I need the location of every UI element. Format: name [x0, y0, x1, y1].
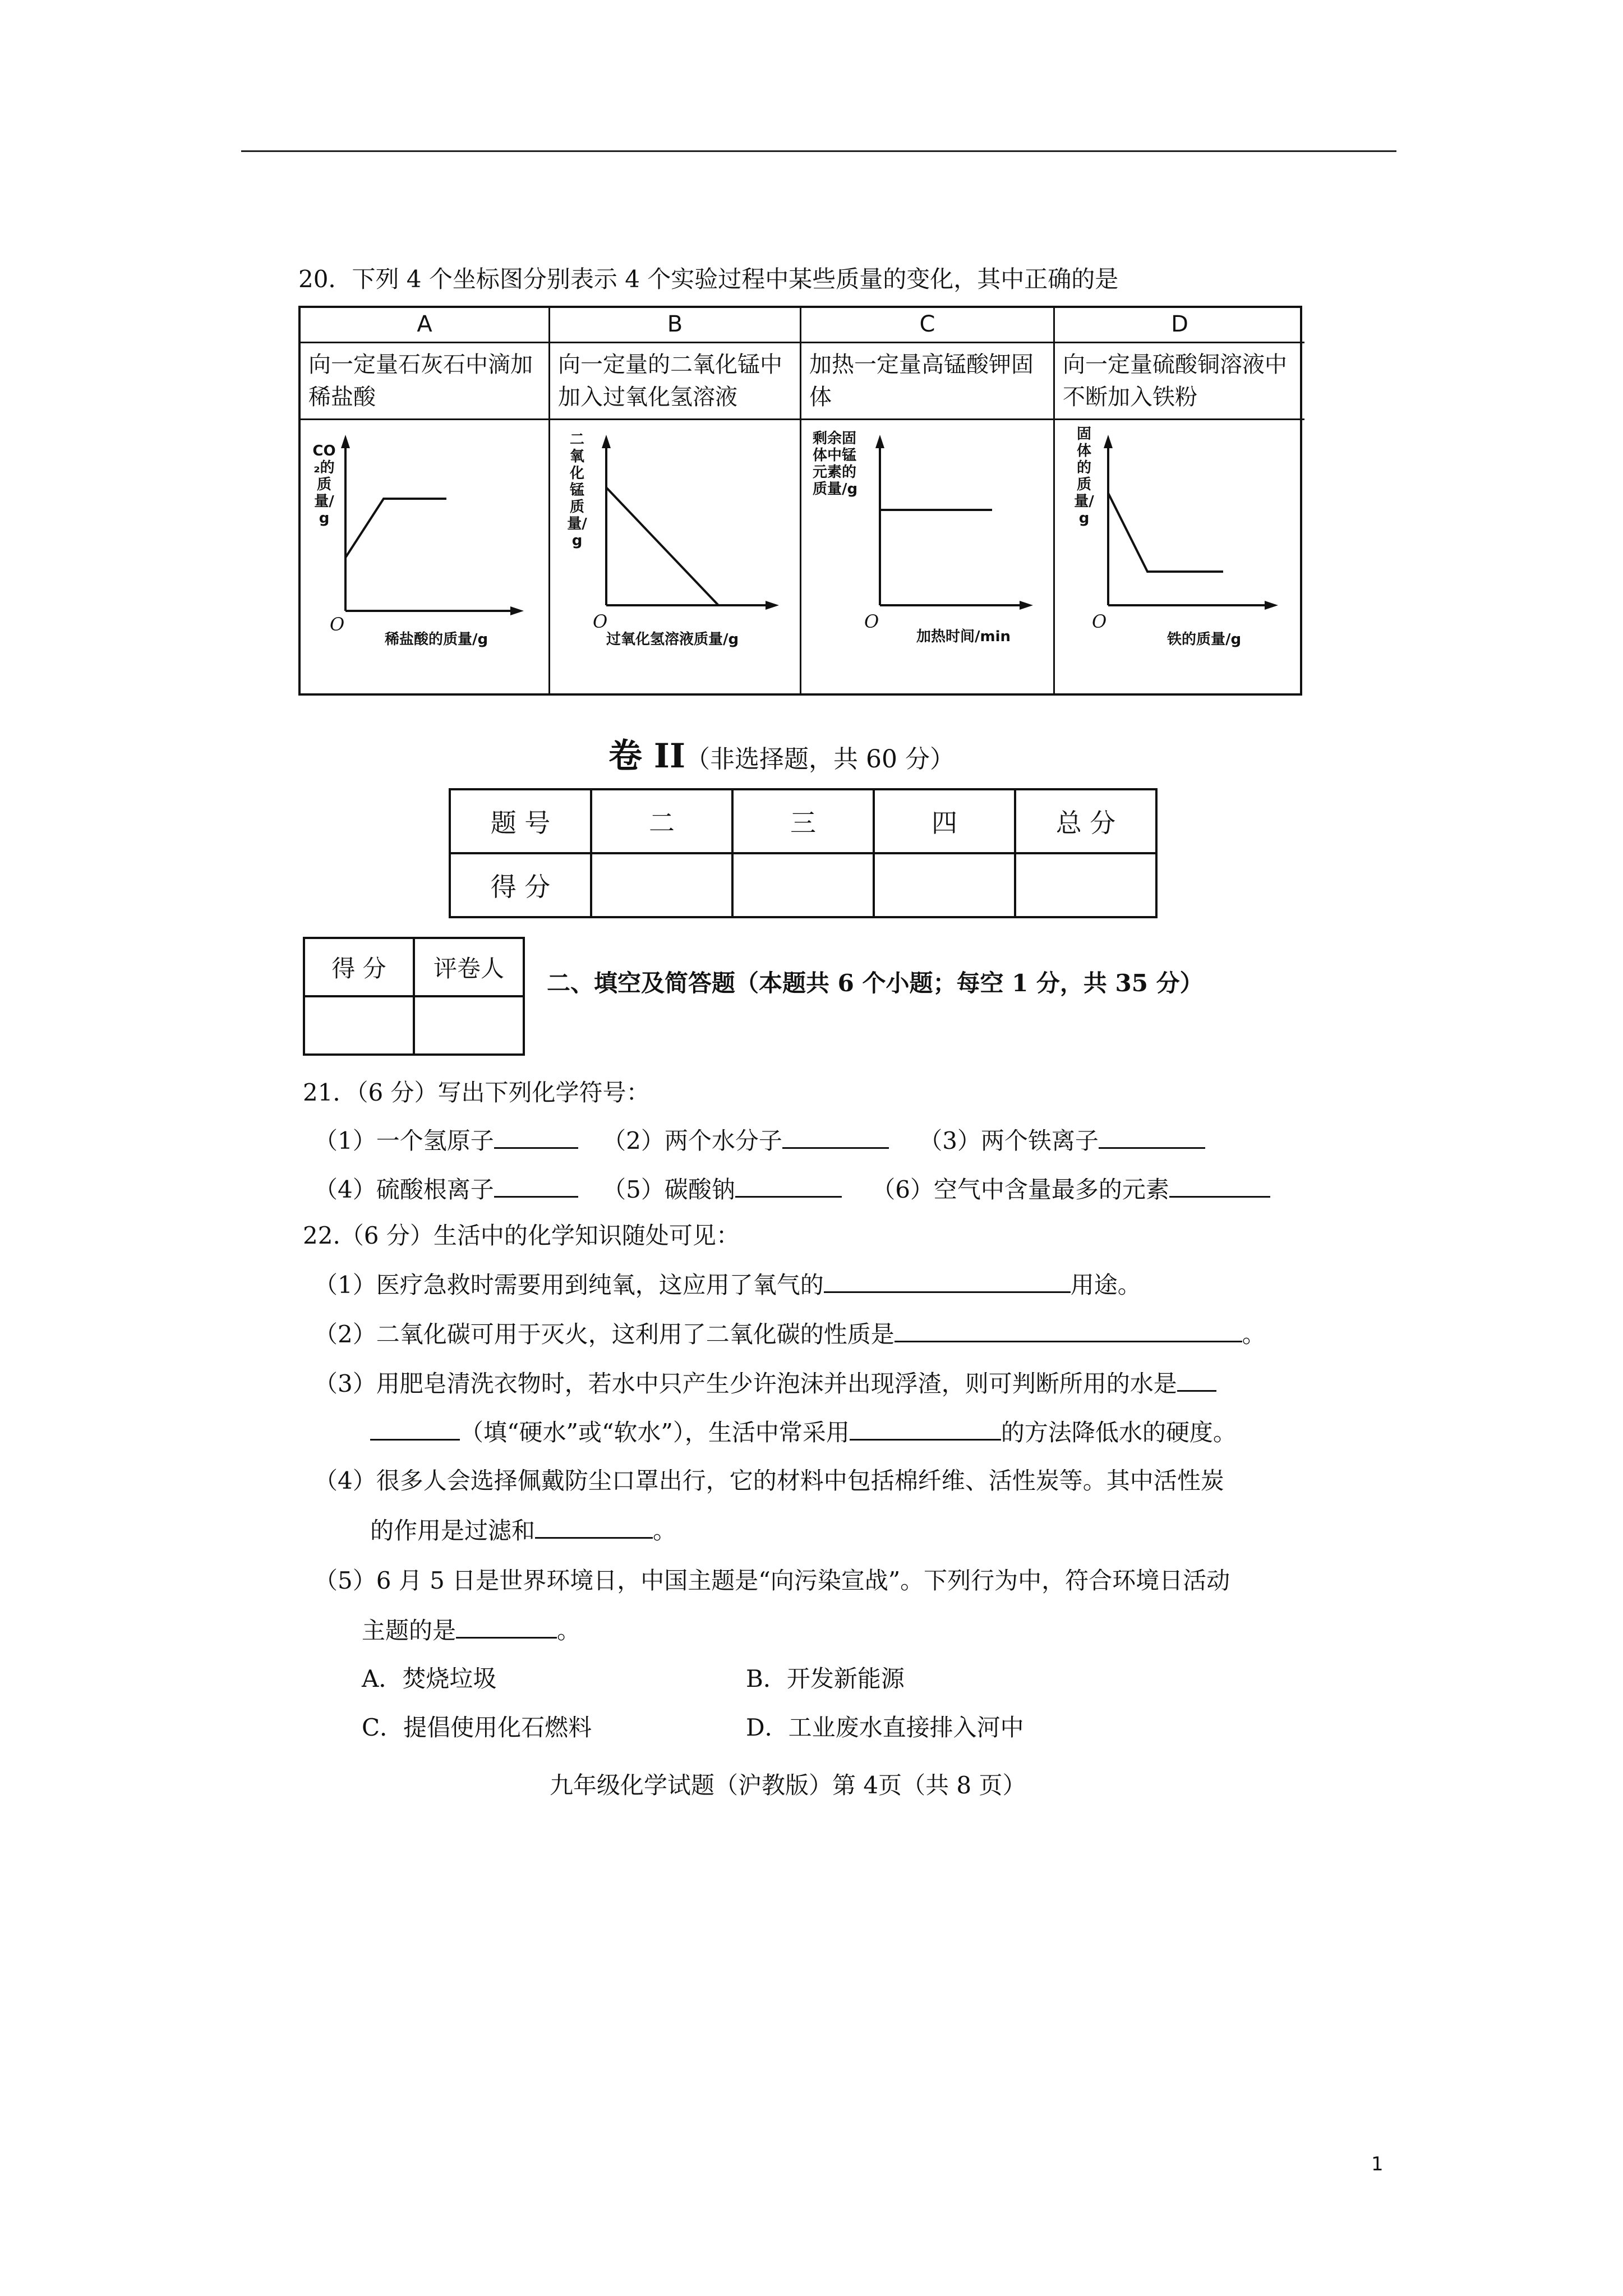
- q22-text: 主题的是: [362, 1617, 457, 1644]
- score-row-label: 得 分: [450, 853, 591, 917]
- q22-text: 的作用是过滤和: [370, 1517, 536, 1544]
- answer-blank: [1177, 1368, 1216, 1392]
- q22-text: （1）医疗急救时需要用到纯氧，这应用了氧气的: [314, 1271, 824, 1299]
- q22-line5: [314, 1565, 1230, 1596]
- q21-item: （4）硫酸根离子: [314, 1176, 494, 1203]
- graph-b: [550, 420, 800, 698]
- grader-score-cell: [304, 996, 414, 1055]
- q22-line4b: [370, 1515, 676, 1547]
- grader-table: [303, 937, 525, 1056]
- option-desc: 向一定量石灰石中滴加稀盐酸: [301, 342, 548, 420]
- graph-a: [301, 420, 548, 698]
- score-cell: [1015, 853, 1156, 917]
- x-axis-label: 加热时间/min: [916, 628, 1011, 645]
- answer-blank: [456, 1614, 557, 1639]
- q22-option-b: B．开发新能源: [746, 1665, 905, 1692]
- graph-c: [801, 420, 1053, 698]
- q21-item: （1）一个氢原子: [314, 1127, 494, 1154]
- q22-text: （填“硬水”或“软水”），生活中常采用: [460, 1419, 850, 1446]
- score-table-header-row: [450, 789, 1156, 853]
- option-label: D: [1055, 308, 1304, 343]
- answer-blank: [895, 1318, 1242, 1342]
- q20-option-d: [1055, 308, 1304, 693]
- section2-title: 二、填空及简答题（本题共 6 个小题；每空 1 分，共 35 分）: [547, 969, 1204, 997]
- q22-option-d: D．工业废水直接排入河中: [746, 1714, 1024, 1741]
- q22-text: 用途。: [1070, 1271, 1141, 1299]
- header-rule: [241, 150, 1396, 152]
- score-cell: [591, 853, 732, 917]
- answer-blank: [824, 1269, 1071, 1293]
- part2-title-sub: （非选择题，共 60 分）: [685, 745, 955, 774]
- grader-score-label: 得 分: [304, 938, 414, 996]
- option-label: A: [301, 308, 548, 343]
- q21-item: （6）空气中含量最多的元素: [872, 1176, 1169, 1203]
- score-table-score-row: [450, 853, 1156, 917]
- q20-option-c: [801, 308, 1055, 693]
- option-desc: 加热一定量高锰酸钾固体: [801, 342, 1053, 420]
- q21-stem: 21．（6 分）写出下列化学符号：: [303, 1079, 650, 1106]
- graph-d: [1055, 420, 1304, 698]
- part2-title: [608, 729, 955, 777]
- graph-a-svg: [301, 420, 550, 698]
- q22-text: 。: [1242, 1320, 1266, 1348]
- score-header-cell: 三: [732, 789, 874, 853]
- y-arrow: [1104, 435, 1113, 448]
- answer-blank: [1169, 1174, 1270, 1198]
- score-header-cell: 二: [591, 789, 732, 853]
- q22-line3b: [370, 1416, 1237, 1448]
- q20-table: [298, 306, 1302, 696]
- y-axis-label: 剩余固体中锰元素的质量/g: [813, 430, 858, 498]
- score-table: [449, 788, 1158, 918]
- q22-line2: [314, 1318, 1266, 1350]
- q21-item: （3）两个铁离子: [919, 1127, 1099, 1154]
- page-number: 1: [1371, 2153, 1384, 2175]
- q22-line4: [314, 1465, 1224, 1497]
- q22-text: （4）很多人会选择佩戴防尘口罩出行，它的材料中包括棉纤维、活性炭等。其中活性炭: [314, 1467, 1224, 1494]
- x-arrow: [1265, 601, 1278, 610]
- q22-line5b: [362, 1614, 580, 1646]
- q21-item: （5）碳酸钠: [602, 1176, 735, 1203]
- q20-option-a: [301, 308, 550, 693]
- answer-blank: [782, 1125, 889, 1149]
- answer-blank: [494, 1125, 578, 1149]
- q22-text: 。: [653, 1517, 677, 1544]
- score-header-cell: 总 分: [1015, 789, 1156, 853]
- x-arrow: [1020, 601, 1033, 610]
- answer-blank: [494, 1174, 578, 1198]
- option-desc: 向一定量硫酸铜溶液中不断加入铁粉: [1055, 342, 1304, 420]
- answer-blank: [850, 1416, 1001, 1441]
- y-arrow: [341, 435, 350, 448]
- q21-row2: [314, 1174, 1270, 1205]
- score-header-cell: 题 号: [450, 789, 591, 853]
- q22-text: 。: [557, 1617, 581, 1644]
- origin-label: O: [864, 611, 879, 632]
- grader-name-label: 评卷人: [414, 938, 524, 996]
- q22-text: （5）6 月 5 日是世界环境日，中国主题是“向污染宣战”。下列行为中，符合环境日活动: [314, 1567, 1230, 1594]
- x-axis-label: 过氧化氢溶液质量/g: [606, 631, 739, 648]
- q20-option-b: [550, 308, 801, 693]
- q22-stem: 22.（6 分）生活中的化学知识随处可见：: [303, 1222, 740, 1249]
- x-arrow: [510, 606, 524, 615]
- q22-line3: [314, 1368, 1216, 1400]
- x-arrow: [766, 601, 779, 610]
- curve-d: [1108, 493, 1223, 572]
- q22-line1: [314, 1269, 1141, 1301]
- option-label: B: [550, 308, 800, 343]
- answer-blank: [1099, 1125, 1205, 1149]
- answer-blank: [735, 1174, 842, 1198]
- y-arrow: [875, 435, 884, 448]
- page-footer: 九年级化学试题（沪教版）第 4页（共 8 页）: [550, 1772, 1026, 1799]
- option-label: C: [801, 308, 1053, 343]
- q22-text: 的方法降低水的硬度。: [1000, 1419, 1237, 1446]
- curve-a: [345, 499, 446, 558]
- answer-blank: [535, 1515, 653, 1539]
- option-desc: 向一定量的二氧化锰中加入过氧化氢溶液: [550, 342, 800, 420]
- x-axis-label: 稀盐酸的质量/g: [385, 631, 488, 648]
- x-axis-label: 铁的质量/g: [1167, 631, 1242, 648]
- origin-label: O: [1092, 611, 1107, 632]
- q20-stem: 20．下列 4 个坐标图分别表示 4 个实验过程中某些质量的变化，其中正确的是: [298, 265, 1119, 293]
- y-axis-label: 固体的质量/g: [1074, 426, 1094, 527]
- origin-label: O: [593, 611, 608, 632]
- score-cell: [874, 853, 1015, 917]
- y-axis-label: 二氧化锰质量/g: [567, 431, 587, 549]
- score-cell: [732, 853, 874, 917]
- origin-label: O: [330, 614, 345, 635]
- q22-option-c: C．提倡使用化石燃料: [362, 1714, 592, 1741]
- q22-text: （3）用肥皂清洗衣物时，若水中只产生少许泡沫并出现浮渣，则可判断所用的水是: [314, 1370, 1177, 1397]
- q21-row1: [314, 1125, 1205, 1157]
- q22-option-a: A．焚烧垃圾: [362, 1665, 497, 1692]
- q22-text: （2）二氧化碳可用于灭火，这利用了二氧化碳的性质是: [314, 1320, 895, 1348]
- q21-item: （2）两个水分子: [602, 1127, 782, 1154]
- part2-title-main: 卷 II: [608, 737, 686, 776]
- score-header-cell: 四: [874, 789, 1015, 853]
- y-axis-label: CO₂的质量/g: [312, 443, 336, 527]
- grader-name-cell: [414, 996, 524, 1055]
- y-arrow: [602, 435, 611, 448]
- answer-blank: [370, 1416, 460, 1441]
- curve-b: [606, 487, 718, 605]
